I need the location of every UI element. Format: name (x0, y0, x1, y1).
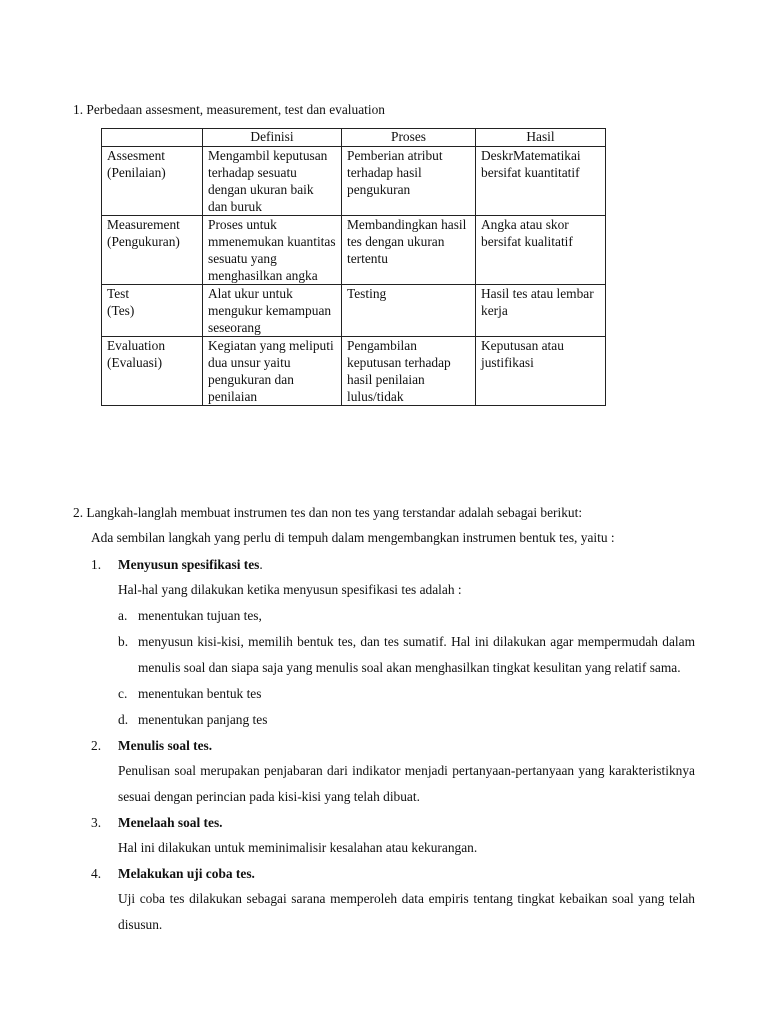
table-cell-definisi: Proses untuk mmenemukan kuantitas sesuatu yang menghasilkan angka (203, 216, 342, 285)
step-heading (73, 861, 695, 886)
step-heading (73, 810, 695, 835)
section-2 (73, 502, 695, 938)
step-title-wrap (118, 810, 223, 835)
step-title: Menulis soal tes. (118, 738, 213, 753)
table-cell-definisi: Alat ukur untuk mengukur kemampuan seseorang (203, 285, 342, 337)
table-cell-hasil: Keputusan atau justifikasi (476, 337, 606, 406)
table-cell-term (102, 216, 203, 285)
table-cell-hasil: DeskrMatematikai bersifat kuantitatif (476, 147, 606, 216)
step-item (73, 810, 695, 861)
table-cell-proses: Pengambilan keputusan terhadap hasil penilaian lulus/tidak (342, 337, 476, 406)
step-title: Menyusun spesifikasi tes (118, 557, 260, 572)
sub-list (118, 603, 695, 733)
table-header-cell: Definisi (203, 129, 342, 147)
table-cell-hasil: Hasil tes atau lembar kerja (476, 285, 606, 337)
table-row (102, 337, 606, 406)
step-item (73, 552, 695, 733)
step-heading (73, 552, 695, 577)
term-label: Measurement (107, 217, 180, 232)
table-header-row (102, 129, 606, 147)
table-row (102, 285, 606, 337)
table-row (102, 147, 606, 216)
step-number: 3. (91, 815, 102, 830)
table-cell-term (102, 147, 203, 216)
step-body: Penulisan soal merupakan penjabaran dari indikator menjadi pertanyaan-pertanyaan yang karakteristiknya sesuai dengan perincian pada kisi-kisi yang telah dibuat. (118, 763, 695, 804)
step-title-suffix: . (259, 557, 263, 572)
term-translation: (Pengukuran) (107, 234, 180, 249)
list-marker: d. (118, 712, 129, 727)
list-item (118, 707, 695, 733)
step-body: Hal ini dilakukan untuk meminimalisir kesalahan atau kekurangan. (118, 840, 478, 855)
list-text: menentukan panjang tes (138, 712, 268, 727)
term-translation: (Tes) (107, 303, 135, 318)
section-1-heading: 1. Perbedaan assesment, measurement, test dan evaluation (73, 102, 385, 117)
step-title: Menelaah soal tes. (118, 815, 223, 830)
term-translation: (Penilaian) (107, 165, 166, 180)
table-header-cell: Hasil (476, 129, 606, 147)
section-2-heading: 2. Langkah-langlah membuat instrumen tes dan non tes yang terstandar adalah sebagai berikut: (73, 505, 583, 520)
list-marker: a. (118, 608, 128, 623)
term-label: Test (107, 286, 130, 301)
term-label: Assesment (107, 148, 166, 163)
table-cell-term (102, 337, 203, 406)
step-body: Hal-hal yang dilakukan ketika menyusun spesifikasi tes adalah : (118, 582, 462, 597)
table-header-cell: Proses (342, 129, 476, 147)
step-number: 4. (91, 866, 102, 881)
list-text: menyusun kisi-kisi, memilih bentuk tes, dan tes sumatif. Hal ini dilakukan agar mempermudah dalam menulis soal dan siapa saja yang menulis soal akan menghasilkan tingkat kesulitan yang relatif sama. (138, 634, 695, 675)
step-heading (73, 733, 695, 758)
step-title-wrap (118, 733, 212, 758)
list-item (118, 629, 695, 681)
list-item (118, 681, 695, 707)
table-cell-term (102, 285, 203, 337)
term-translation: (Evaluasi) (107, 355, 163, 370)
table-cell-proses: Membandingkan hasil tes dengan ukuran tertentu (342, 216, 476, 285)
list-marker: c. (118, 686, 128, 701)
step-title: Melakukan uji coba tes. (118, 866, 255, 881)
term-label: Evaluation (107, 338, 166, 353)
section-2-intro: Ada sembilan langkah yang perlu di tempuh dalam mengembangkan instrumen bentuk tes, yaitu : (91, 530, 615, 545)
step-item (73, 733, 695, 810)
step-number: 1. (91, 557, 102, 572)
table-cell-proses: Testing (342, 285, 476, 337)
table-cell-definisi: Kegiatan yang meliputi dua unsur yaitu pengukuran dan penilaian (203, 337, 342, 406)
comparison-table (101, 128, 606, 406)
table-row (102, 216, 606, 285)
step-body: Uji coba tes dilakukan sebagai sarana memperoleh data empiris tentang tingkat kebaikan soal yang telah disusun. (118, 891, 695, 932)
table-cell-proses: Pemberian atribut terhadap hasil pengukuran (342, 147, 476, 216)
list-text: menentukan tujuan tes, (138, 608, 262, 623)
table-cell-hasil: Angka atau skor bersifat kualitatif (476, 216, 606, 285)
list-text: menentukan bentuk tes (138, 686, 262, 701)
list-marker: b. (118, 634, 129, 649)
step-title-wrap (118, 861, 255, 886)
table-header-cell (102, 129, 203, 147)
list-item (118, 603, 695, 629)
step-item (73, 861, 695, 938)
step-title-wrap (118, 552, 263, 577)
table-cell-definisi: Mengambil keputusan terhadap sesuatu dengan ukuran baik dan buruk (203, 147, 342, 216)
step-number: 2. (91, 738, 102, 753)
